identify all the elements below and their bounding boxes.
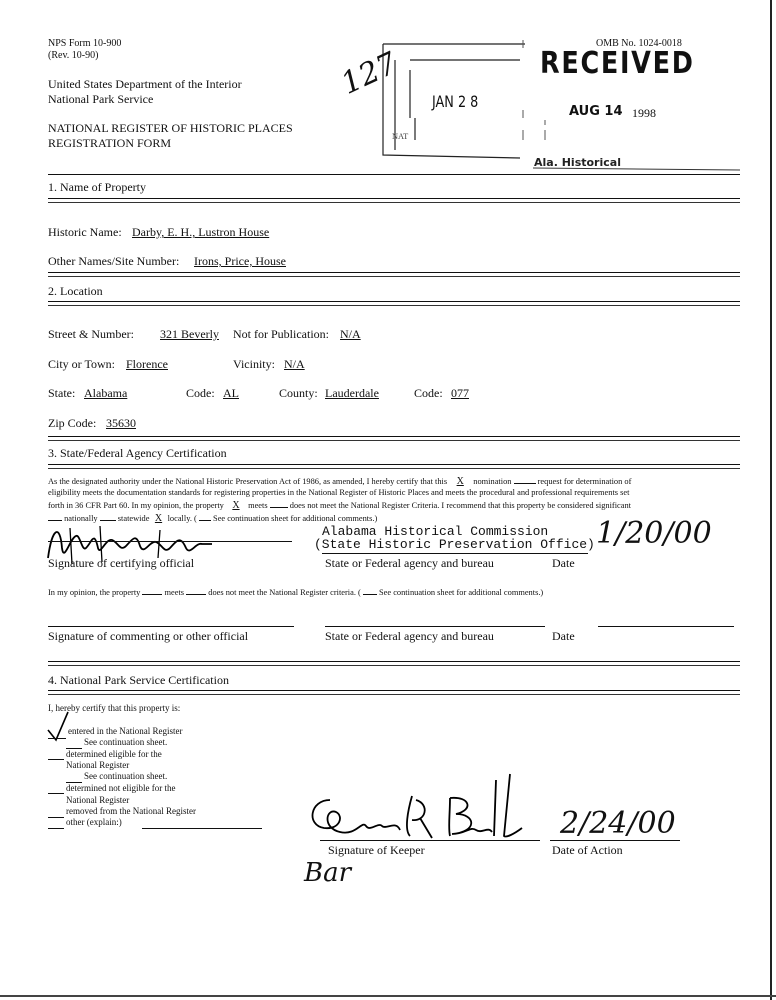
agency-name: National Park Service	[48, 92, 154, 106]
street-label: Street & Number:	[48, 327, 134, 341]
scan-edge-right	[770, 0, 772, 1000]
option-eligible-continuation: See continuation sheet.	[84, 771, 168, 781]
state-code-value: AL	[223, 386, 239, 400]
cert-para-line1: As the designated authority under the National Historic Preservation Act of 1986, as amended, I hereby certify that this X nomination request for determination of	[48, 476, 632, 487]
commenting-date-label: Date	[552, 629, 575, 643]
cert-date-handwritten: 1/20/00	[596, 516, 712, 551]
option-entered-continuation: See continuation sheet.	[84, 737, 168, 747]
section4-heading: 4. National Park Service Certification	[48, 673, 229, 687]
agency-typed-line2: (State Historic Preservation Office)	[314, 537, 595, 552]
date-of-action-label: Date of Action	[552, 843, 623, 857]
agency-typed-line1: Alabama Historical Commission	[322, 524, 549, 539]
keeper-signature	[300, 770, 540, 850]
not-for-publication-value: N/A	[340, 327, 361, 341]
handwritten-number: 127	[336, 45, 403, 102]
other-names-label: Other Names/Site Number:	[48, 254, 180, 268]
agency-bureau-label: State or Federal agency and bureau	[325, 556, 494, 570]
signature-commenting-label: Signature of commenting or other official	[48, 629, 249, 643]
option-not-eligible: determined not eligible for the	[66, 783, 176, 793]
state-value: Alabama	[84, 386, 128, 400]
cert-para-line3: forth in 36 CFR Part 60. In my opinion, the property X meets does not meet the National Register Criteria. I recommend that this property be considered significant	[48, 500, 631, 511]
other-names-value: Irons, Price, House	[194, 254, 286, 268]
cert-para-line4: nationally statewide X locally. ( See continuation sheet for additional comments.)	[48, 513, 377, 524]
county-code-label: Code:	[414, 386, 443, 400]
state-code-label: Code:	[186, 386, 215, 400]
signature-keeper-label: Signature of Keeper	[328, 843, 425, 857]
stamp-nat-fragment: NAT	[392, 132, 409, 141]
historic-name-label: Historic Name:	[48, 225, 122, 239]
vicinity-value: N/A	[284, 357, 305, 371]
department-name: United States Department of the Interior	[48, 77, 242, 91]
county-label: County:	[279, 386, 318, 400]
form-revision: (Rev. 10-90)	[48, 50, 99, 61]
agency-bureau-label-2: State or Federal agency and bureau	[325, 629, 494, 643]
nps-certify-line: I, hereby certify that this property is:	[48, 703, 181, 713]
section1-heading: 1. Name of Property	[48, 180, 146, 194]
stamp-date-aug: AUG 14	[569, 104, 623, 119]
county-code-value: 077	[451, 386, 469, 400]
form-title-line1: NATIONAL REGISTER OF HISTORIC PLACES	[48, 121, 293, 135]
opinion-line: In my opinion, the property meets does not meet the National Register criteria. ( See continuation sheet for additional comments.)	[48, 588, 544, 597]
city-label: City or Town:	[48, 357, 115, 371]
signature-certifying-label: Signature of certifying official	[48, 556, 195, 570]
received-stamp: RECEIVED	[540, 46, 695, 81]
option-not-eligible-nr: National Register	[66, 795, 130, 805]
form-title-line2: REGISTRATION FORM	[48, 136, 172, 150]
received-stamp-box	[0, 0, 776, 200]
stamp-ala-historical: Ala. Historical	[534, 156, 621, 169]
county-value: Lauderdale	[325, 386, 379, 400]
option-other: other (explain:)	[66, 817, 122, 827]
form-number: NPS Form 10-900	[48, 38, 122, 49]
not-for-publication-label: Not for Publication:	[233, 327, 329, 341]
option-eligible: determined eligible for the	[66, 749, 162, 759]
option-eligible-nr: National Register	[66, 760, 130, 770]
cert-para-line2: eligibility meets the documentation standards for registering properties in the National Register of Historic Places and meets the procedural and professional requirements set	[48, 488, 630, 497]
zip-label: Zip Code:	[48, 416, 97, 430]
handwritten-initials: Bar	[304, 858, 352, 888]
stamp-year: 1998	[632, 106, 656, 120]
option-entered: entered in the National Register	[68, 726, 183, 736]
omb-number: OMB No. 1024-0018	[596, 38, 682, 49]
state-label: State:	[48, 386, 76, 400]
zip-value: 35630	[106, 416, 136, 430]
stamp-date-jan: JAN 2 8	[432, 92, 479, 111]
historic-name-value: Darby, E. H., Lustron House	[132, 225, 270, 239]
option-removed: removed from the National Register	[66, 806, 196, 816]
scan-edge-bottom	[0, 995, 776, 997]
city-value: Florence	[126, 357, 168, 371]
vicinity-label: Vicinity:	[233, 357, 275, 371]
section2-heading: 2. Location	[48, 284, 103, 298]
street-value: 321 Beverly	[160, 327, 219, 341]
cert-date-label: Date	[552, 556, 575, 570]
section3-heading: 3. State/Federal Agency Certification	[48, 446, 227, 460]
action-date-handwritten: 2/24/00	[560, 806, 676, 841]
